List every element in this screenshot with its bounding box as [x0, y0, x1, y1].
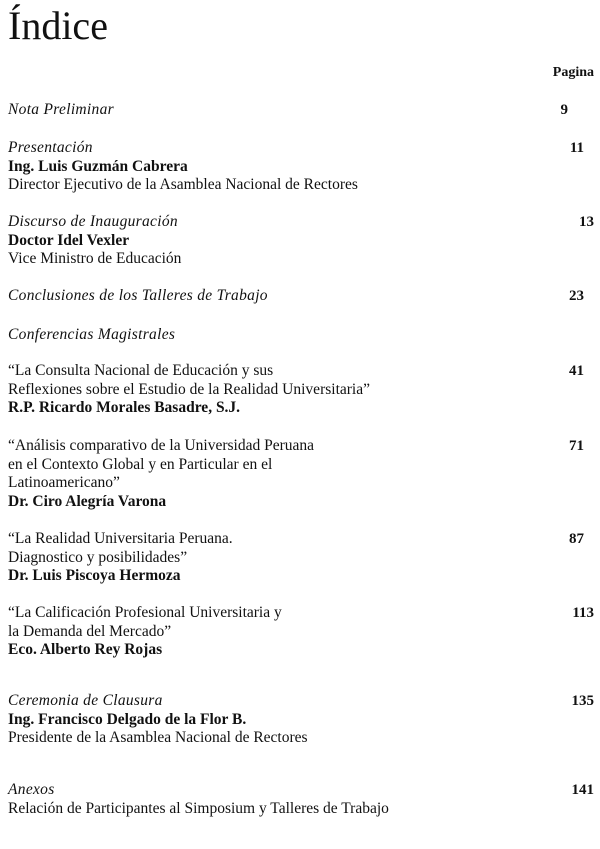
toc-entry-discurso-inauguracion[interactable]	[8, 213, 594, 269]
entry-title-line: Latinoamericano”	[8, 474, 120, 491]
entry-title-line: la Demanda del Mercado”	[8, 622, 172, 640]
page-column-header: Pagina	[552, 65, 594, 80]
entry-author-role: Vice Ministro de Educación	[8, 250, 182, 267]
entry-page-number: 23	[569, 288, 584, 304]
entry-page-number: 41	[569, 363, 584, 379]
entry-author: Eco. Alberto Rey Rojas	[8, 641, 163, 658]
toc-entry-nota-preliminar[interactable]	[8, 101, 594, 120]
entry-title-line: “La Consulta Nacional de Educación y sus	[8, 362, 274, 379]
toc-entry-conclusiones[interactable]	[8, 287, 594, 306]
entry-page-number: 9	[560, 102, 568, 118]
entry-author: Dr. Luis Piscoya Hermoza	[8, 567, 181, 584]
entry-author-role: Director Ejecutivo de la Asamblea Nacional de Rectores	[8, 176, 358, 193]
entry-title-line: en el Contexto Global y en Particular en el	[8, 455, 273, 473]
entry-section-title: Ceremonia de Clausura	[8, 692, 163, 709]
entry-title-line: “Análisis comparativo de la Universidad Peruana	[8, 437, 315, 454]
entry-section-title: Conclusiones de los Talleres de Trabajo	[8, 287, 268, 304]
entry-page-number: 13	[579, 214, 594, 230]
entry-author: Dr. Ciro Alegría Varona	[8, 492, 167, 510]
page-title: Índice	[8, 3, 108, 48]
toc-entry-anexos[interactable]	[8, 781, 594, 818]
entry-author: Doctor Idel Vexler	[8, 231, 130, 249]
entry-section-title: Discurso de Inauguración	[8, 213, 178, 230]
toc-entry-consulta-nacional[interactable]	[8, 362, 594, 418]
entry-title-line: Reflexiones sobre el Estudio de la Realidad Universitaria”	[8, 380, 370, 398]
entry-page-number: 11	[569, 140, 584, 156]
entry-page-number: 135	[571, 693, 594, 709]
entry-section-title: Nota Preliminar	[8, 101, 114, 118]
entry-section-title: Anexos	[8, 781, 55, 798]
entry-title-line: “La Calificación Profesional Universitaria y	[8, 604, 282, 621]
toc-entry-analisis-comparativo[interactable]	[8, 437, 594, 511]
toc-entry-calificacion-profesional[interactable]	[8, 604, 594, 660]
toc-entry-ceremonia-clausura[interactable]	[8, 692, 594, 748]
entry-page-number: 113	[572, 605, 594, 621]
entry-author: Ing. Francisco Delgado de la Flor B.	[8, 710, 247, 728]
entry-author: R.P. Ricardo Morales Basadre, S.J.	[8, 399, 241, 416]
entry-page-number: 87	[569, 531, 584, 547]
toc-section-conferencias	[8, 326, 594, 345]
entry-section-title: Conferencias Magistrales	[8, 326, 176, 343]
entry-section-title: Presentación	[8, 139, 93, 156]
entry-title-line: Diagnostico y posibilidades”	[8, 548, 188, 566]
entry-author: Ing. Luis Guzmán Cabrera	[8, 157, 188, 175]
entry-description: Relación de Participantes al Simposium y Talleres de Trabajo	[8, 799, 389, 817]
entry-author-role: Presidente de la Asamblea Nacional de Rectores	[8, 729, 308, 746]
entry-page-number: 71	[569, 438, 584, 454]
entry-page-number: 141	[571, 782, 594, 798]
toc-entry-realidad-universitaria[interactable]	[8, 530, 594, 586]
entry-title-line: “La Realidad Universitaria Peruana.	[8, 530, 233, 547]
toc-entry-presentacion[interactable]	[8, 139, 594, 195]
